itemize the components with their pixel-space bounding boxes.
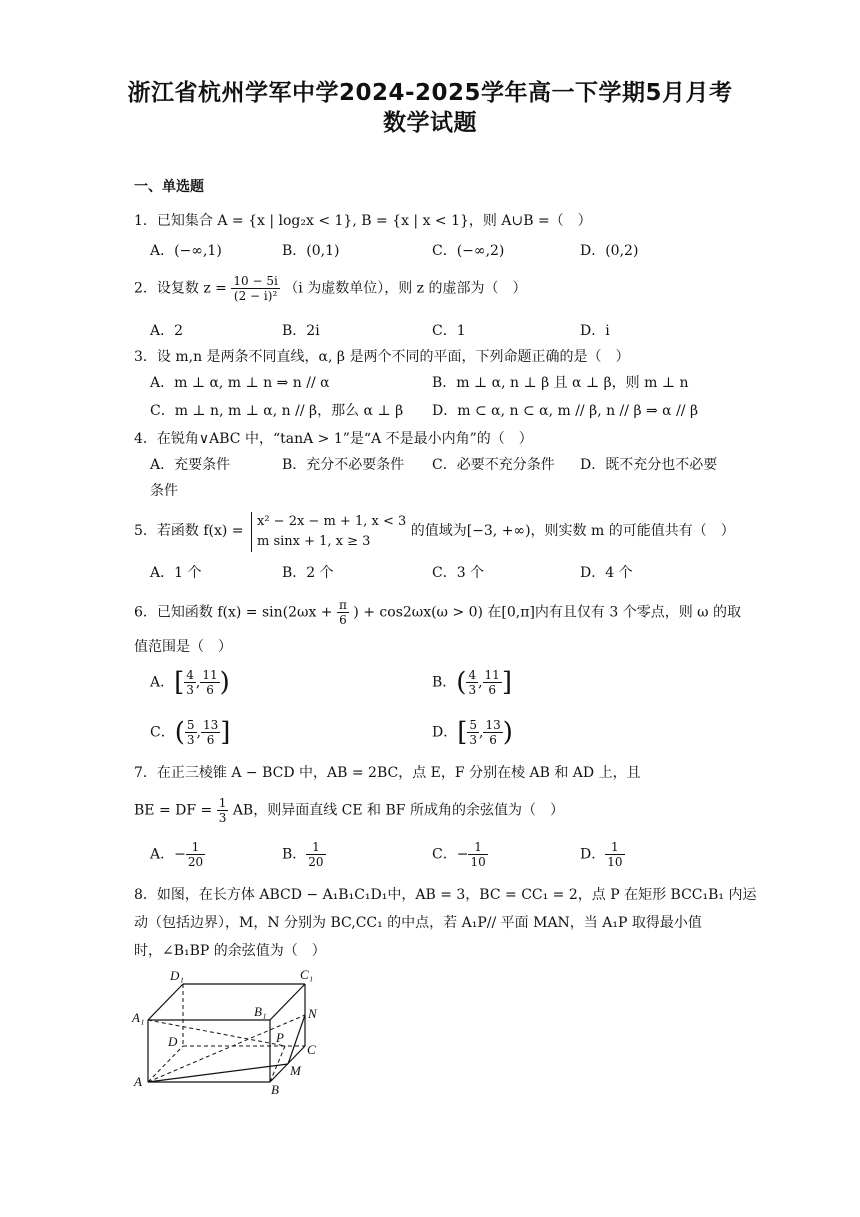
question-6-stem-line2: 值范围是（ ）: [134, 639, 232, 655]
q5-option-b: B．2 个: [282, 565, 334, 581]
q2-frac-num: 10 − 5i: [233, 274, 278, 288]
q3-option-d: D．m ⊂ α, n ⊂ α, m // β, n // β ⇒ α // β: [432, 403, 699, 419]
q2-option-d: D．i: [580, 323, 610, 339]
q5-option-a: A．1 个: [150, 565, 202, 581]
q6-d-d1: 3: [469, 733, 478, 747]
q6-option-a: A．[ $\frac{4}{3}$ , $\frac{11}{6}$ ): [150, 667, 230, 698]
label-b1: B₁: [254, 1004, 267, 1019]
q6-b-n1: 4: [468, 668, 477, 682]
q2-option-b: B．2i: [282, 323, 320, 339]
q2-fraction: [231, 274, 279, 303]
q7-line2-frac: [217, 796, 229, 825]
question-1-stem: 1．已知集合 A = {x | log₂x < 1}, B = {x | x < 1}，则 A∪B =（ ）: [134, 213, 592, 229]
q1-option-c: C．(−∞,2): [432, 243, 505, 259]
segment-b-p: [270, 1046, 285, 1082]
q2-stem-post: （i 为虚数单位），则 z 的虚部为（ ）: [284, 280, 527, 297]
q1-option-b: B．(0,1): [282, 243, 340, 259]
q4-option-d: D．既不充分也不必要: [580, 457, 718, 473]
q7-a-den: 20: [187, 855, 204, 869]
q6-a-d2: 6: [206, 683, 214, 697]
q6-pi-num: π: [338, 598, 347, 612]
q6-c-d2: 6: [206, 733, 215, 747]
label-p: P: [276, 1030, 284, 1045]
q6-pi-den: 6: [339, 613, 347, 627]
q7-c-label: C．: [432, 846, 457, 863]
q6-a-n1: 4: [186, 668, 194, 682]
question-6-stem: [134, 598, 741, 627]
q3-option-b: B．m ⊥ α, n ⊥ β 且 α ⊥ β，则 m ⊥ n: [432, 375, 689, 391]
q7-option-c: [432, 840, 488, 869]
q4-option-d-wrap: 条件: [150, 483, 178, 499]
q4-option-c: C．必要不充分条件: [432, 457, 555, 473]
q6-a-label: A．: [150, 674, 175, 691]
q7-option-d: [580, 840, 625, 869]
q6-b-d1: 3: [468, 683, 477, 697]
question-4-stem: 4．在锐角∨ABC 中，“tanA > 1”是“A 不是最小内角”的（ ）: [134, 431, 533, 447]
q5-stem-post: 的值域为[−3, +∞)，则实数 m 的可能值共有（ ）: [410, 523, 735, 539]
q6-b-close: ]: [501, 667, 512, 698]
q3-option-c: C．m ⊥ n, m ⊥ α, n // β，那么 α ⊥ β: [150, 403, 404, 419]
q6-d-d2: 6: [489, 733, 497, 747]
q7-b-den: 20: [308, 855, 324, 869]
q6-c-frac1: [185, 718, 197, 747]
label-c: C: [307, 1042, 316, 1057]
page-title: 浙江省杭州学军中学2024-2025学年高一下学期5月月考: [127, 80, 733, 106]
segment-m-n: [288, 1015, 305, 1064]
q2-stem-pre: 2．设复数 z =: [134, 280, 227, 297]
q7-a-frac: [186, 840, 205, 869]
q7-c-den: 10: [470, 855, 486, 869]
q6-b-n2: 11: [484, 668, 500, 682]
q6-a-close: ): [219, 667, 230, 698]
q6-c-d1: 3: [186, 733, 195, 747]
q7-line2-pre: BE = DF =: [134, 802, 213, 819]
q7-b-frac: [306, 840, 325, 869]
label-b: B: [271, 1082, 279, 1097]
q7-line2-den: 3: [218, 811, 227, 825]
q7-c-num: 1: [468, 840, 487, 855]
q6-a-n2: 11: [202, 668, 218, 682]
q6-a-frac2: [200, 668, 219, 697]
q6-a-d1: 3: [186, 683, 194, 697]
section-heading: 一、单选题: [134, 179, 204, 195]
hidden-edge-a-d: [148, 1046, 183, 1082]
q6-b-frac1: [466, 668, 478, 697]
q5-case-2: m sinx + 1, x ≥ 3: [257, 534, 371, 549]
q7-c-frac: [468, 840, 487, 869]
label-c1: C₁: [300, 967, 314, 982]
q6-b-frac2: [483, 668, 502, 697]
label-a: A: [134, 1074, 142, 1089]
q6-c-n1: 5: [186, 718, 195, 732]
q6-option-b: B．( $\frac{4}{3}$ , $\frac{11}{6}$ ]: [432, 667, 512, 698]
q7-line2-post: AB，则异面直线 CE 和 BF 所成角的余弦值为（ ）: [232, 802, 564, 819]
q1-option-a: A．(−∞,1): [150, 243, 222, 259]
q6-c-frac2: [201, 718, 220, 747]
q7-option-b: [282, 840, 326, 869]
label-d1: D₁: [170, 968, 184, 983]
q6-a-frac1: [184, 668, 196, 697]
q1-option-d: D．(0,2): [580, 243, 639, 259]
q6-d-n2: 13: [485, 718, 501, 732]
q3-option-a: A．m ⊥ α, m ⊥ n ⇒ n // α: [150, 375, 330, 391]
q5-case-1: x² − 2x − m + 1, x < 3: [257, 514, 407, 529]
q2-option-c: C．1: [432, 323, 466, 339]
q6-b-open: (: [456, 667, 467, 698]
question-3-stem: 3．设 m,n 是两条不同直线，α, β 是两个不同的平面，下列命题正确的是（ ）: [134, 349, 630, 365]
q6-c-n2: 13: [202, 718, 219, 732]
q7-line2-num: 1: [218, 796, 227, 810]
q6-c-close: ]: [220, 717, 231, 748]
q5-option-c: C．3 个: [432, 565, 485, 581]
cuboid-figure: [128, 962, 328, 1097]
label-m: M: [290, 1063, 301, 1078]
q6-c-open: (: [174, 717, 185, 748]
q6-b-label: B．: [432, 674, 457, 691]
q6-c-label: C．: [150, 724, 175, 741]
question-8-line1: 8．如图，在长方体 ABCD − A₁B₁C₁D₁中，AB = 3，BC = CC₁ = 2，点 P 在矩形 BCC₁B₁ 内运: [134, 887, 757, 903]
label-n: N: [308, 1006, 317, 1021]
q7-d-den: 10: [607, 855, 623, 869]
q7-a-label: A．: [150, 846, 175, 863]
q5-stem-pre: 5．若函数 f(x) =: [134, 523, 244, 539]
q7-a-sign: −: [174, 846, 186, 863]
q7-option-a: [150, 840, 205, 869]
q6-d-open: [: [457, 717, 468, 748]
q6-stem-pre: 6．已知函数 f(x) = sin(2ωx +: [134, 604, 333, 621]
q6-d-close: ): [502, 717, 513, 748]
label-a1: A₁: [132, 1010, 145, 1025]
q4-option-a: A．充要条件: [150, 457, 231, 473]
q6-d-frac2: [483, 718, 502, 747]
edge-b1-c1: [270, 984, 305, 1020]
q4-option-b: B．充分不必要条件: [282, 457, 405, 473]
q6-option-c: C．( $\frac{5}{3}$ , $\frac{13}{6}$ ]: [150, 717, 231, 748]
question-8-line3: 时，∠B₁BP 的余弦值为（ ）: [134, 943, 326, 959]
q6-d-n1: 5: [469, 718, 478, 732]
q7-a-num: 1: [186, 840, 205, 855]
label-d: D: [168, 1034, 178, 1049]
q6-stem-post: ) + cos2ωx(ω > 0) 在[0,π]内有且仅有 3 个零点，则 ω 的取: [353, 604, 742, 621]
question-5-stem: [134, 512, 735, 552]
q6-option-d: D．[ $\frac{5}{3}$ , $\frac{13}{6}$ ): [432, 717, 513, 748]
q7-b-label: B．: [282, 846, 307, 863]
q6-b-d2: 6: [488, 683, 496, 697]
q5-piecewise: [251, 512, 406, 552]
q7-d-frac: [605, 840, 624, 869]
question-8-line2: 动（包括边界），M，N 分别为 BC,CC₁ 的中点，若 A₁P// 平面 MAN，当 A₁P 取得最小值: [134, 915, 702, 931]
q6-d-label: D．: [432, 724, 458, 741]
q6-pi-frac: [337, 598, 349, 627]
q6-d-frac1: [467, 718, 479, 747]
q7-d-num: 1: [605, 840, 624, 855]
question-7-stem-line2: [134, 796, 564, 825]
q2-frac-den: (2 − i)²: [233, 289, 278, 303]
q7-d-label: D．: [580, 846, 606, 863]
q7-c-sign: −: [456, 846, 469, 863]
question-2-stem: [134, 274, 526, 303]
q7-b-num: 1: [306, 840, 325, 855]
q2-option-a: A．2: [150, 323, 184, 339]
question-7-stem: 7．在正三棱锥 A − BCD 中，AB = 2BC，点 E，F 分别在棱 AB 和 AD 上，且: [134, 765, 641, 781]
q5-option-d: D．4 个: [580, 565, 633, 581]
edge-a1-d1: [148, 984, 183, 1020]
q6-a-open: [: [174, 667, 185, 698]
page-subtitle: 数学试题: [383, 110, 477, 136]
